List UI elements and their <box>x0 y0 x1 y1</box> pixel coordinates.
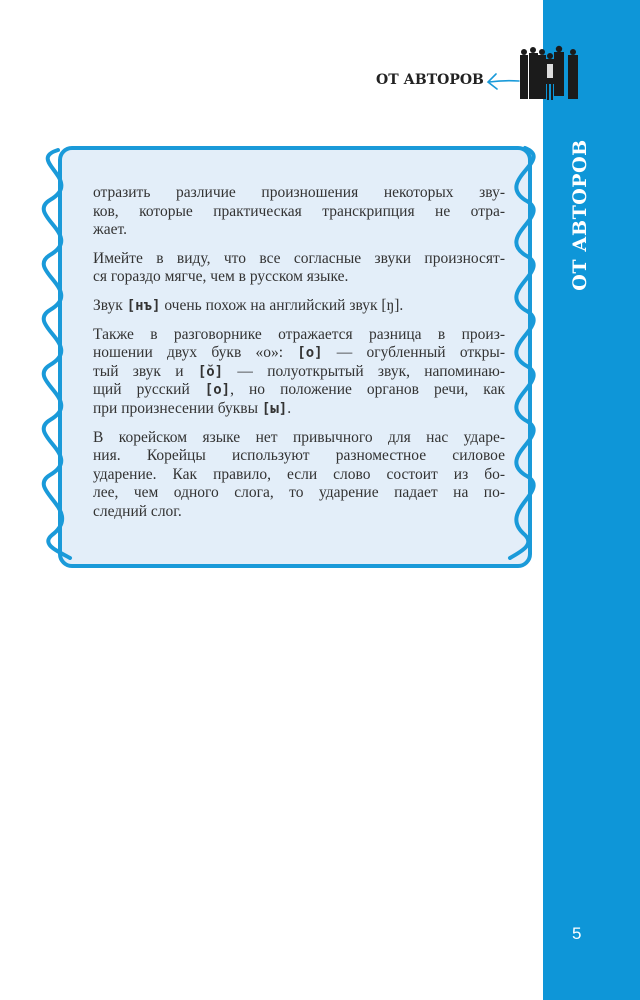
transcription-bold: [о] <box>204 382 231 399</box>
text-segment: — полуоткрытый звук, напоминаю- <box>223 362 505 380</box>
transcription-bold: [нъ] <box>126 297 161 314</box>
text-segment: лее, чем одного слога, то ударение падает на по- <box>93 484 505 502</box>
paragraph <box>93 326 505 419</box>
text-segment: Звук <box>93 296 127 314</box>
running-header: ОТ АВТОРОВ <box>376 72 484 88</box>
side-band <box>543 0 640 1000</box>
transcription-bold: [ы] <box>261 400 288 417</box>
text-segment: Имейте в виду, что все согласные звуки произносят- <box>93 249 505 267</box>
text-line <box>93 344 505 363</box>
side-band-title: ОТ АВТОРОВ <box>569 139 591 291</box>
text-segment: отразить различие произношения некоторых зву- <box>93 184 505 201</box>
text-line <box>93 484 505 503</box>
text-line <box>93 429 505 448</box>
transcription-bold: [ŏ] <box>197 363 224 380</box>
body-text <box>93 184 505 532</box>
text-line <box>93 297 505 316</box>
right-squiggle-decoration <box>500 140 550 560</box>
text-line <box>93 381 505 400</box>
text-segment: ния. Корейцы используют разноместное силовое <box>93 447 505 465</box>
text-segment: Также в разговорнике отражается разница в произ- <box>93 325 505 343</box>
text-segment: ся гораздо мягче, чем в русском языке. <box>93 268 349 286</box>
text-line <box>93 221 505 240</box>
text-segment: В корейском языке нет привычного для нас ударе- <box>93 428 505 446</box>
text-segment: ков, которые практическая транскрипция не отра- <box>93 202 505 220</box>
text-line <box>93 203 505 222</box>
transcription-bold: [о] <box>297 345 323 362</box>
text-segment: при произнесении буквы <box>93 399 262 417</box>
page-number: 5 <box>572 924 582 943</box>
text-segment: тый звук и <box>93 362 198 380</box>
arrow-left-icon <box>486 70 520 92</box>
paragraph <box>93 250 505 287</box>
text-line <box>93 503 505 522</box>
left-squiggle-decoration <box>30 140 80 560</box>
text-segment: ношении двух букв «о»: <box>93 344 298 362</box>
paragraph <box>93 429 505 522</box>
text-segment: . <box>287 399 292 417</box>
text-line <box>93 466 505 485</box>
text-segment: следний слог. <box>93 502 182 520</box>
text-line <box>93 447 505 466</box>
text-segment: очень похож на английский звук [ŋ]. <box>160 296 404 314</box>
text-segment: жает. <box>93 221 127 239</box>
text-segment: ударение. Как правило, если слово состоит из бо- <box>93 465 505 483</box>
text-segment: — огубленный откры- <box>322 344 505 362</box>
paragraph <box>93 297 505 316</box>
text-line <box>93 363 505 382</box>
paragraph <box>93 184 505 240</box>
text-line <box>93 268 505 287</box>
text-line <box>93 184 505 203</box>
text-segment: щий русский <box>93 381 205 399</box>
text-line <box>93 400 505 419</box>
text-segment: , но положение органов речи, как <box>230 381 505 399</box>
text-line <box>93 326 505 345</box>
text-line <box>93 250 505 269</box>
authors-illustration <box>518 44 588 102</box>
